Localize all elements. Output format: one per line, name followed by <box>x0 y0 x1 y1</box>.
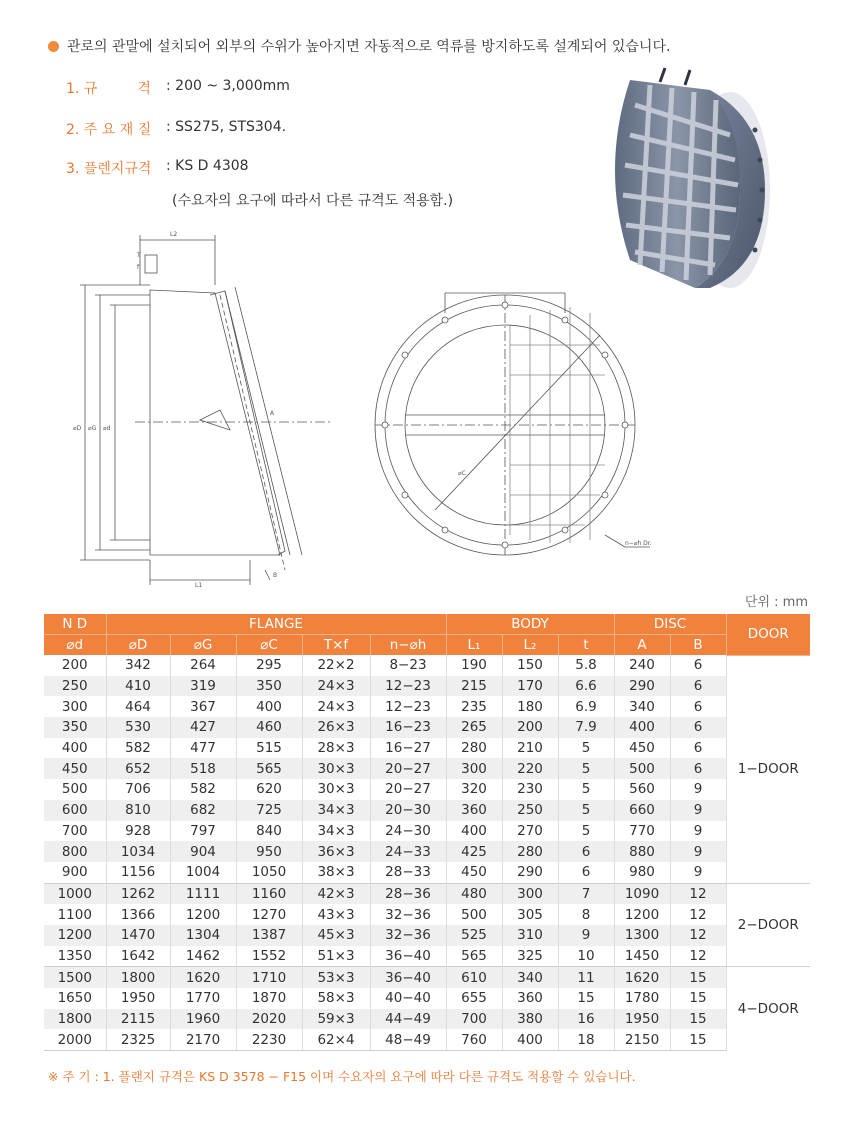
table-cell: 6 <box>670 676 726 697</box>
table-cell: 43×3 <box>302 904 370 925</box>
table-cell: 300 <box>446 758 502 779</box>
table-cell: 410 <box>106 676 170 697</box>
table-cell: 1552 <box>236 946 302 967</box>
table-cell: 6.6 <box>558 676 614 697</box>
table-row <box>44 655 810 676</box>
table-cell: 40−40 <box>370 988 446 1009</box>
intro-line <box>48 36 670 56</box>
header-door: DOOR <box>726 614 810 655</box>
table-row <box>44 1009 810 1030</box>
table-row <box>44 696 810 717</box>
table-cell: 16−23 <box>370 717 446 738</box>
table-cell: 1500 <box>44 967 106 988</box>
table-cell: 760 <box>446 1029 502 1050</box>
table-cell: 36−40 <box>370 946 446 967</box>
table-cell: 215 <box>446 676 502 697</box>
table-cell: 530 <box>106 717 170 738</box>
table-cell: 1770 <box>170 988 236 1009</box>
table-cell: 450 <box>446 862 502 883</box>
table-cell: 310 <box>502 925 558 946</box>
spec-table <box>44 614 810 1051</box>
table-row <box>44 779 810 800</box>
subheader-cell: ⌀G <box>170 635 236 656</box>
table-cell: 725 <box>236 800 302 821</box>
table-cell: 48−49 <box>370 1029 446 1050</box>
table-row <box>44 800 810 821</box>
table-cell: 15 <box>670 1029 726 1050</box>
table-cell: 840 <box>236 821 302 842</box>
table-cell: 360 <box>502 988 558 1009</box>
table-cell: 1470 <box>106 925 170 946</box>
table-cell: 16−27 <box>370 738 446 759</box>
table-cell: 170 <box>502 676 558 697</box>
table-cell: 2000 <box>44 1029 106 1050</box>
subheader-cell: T×f <box>302 635 370 656</box>
label-oc: ⌀C <box>458 470 466 477</box>
table-cell: 180 <box>502 696 558 717</box>
table-cell: 565 <box>446 946 502 967</box>
table-cell: 460 <box>236 717 302 738</box>
table-cell: 9 <box>670 821 726 842</box>
table-cell: 1200 <box>614 904 670 925</box>
spec-size <box>66 78 290 98</box>
unit-label: 단위 : mm <box>744 595 808 610</box>
table-cell: 380 <box>502 1009 558 1030</box>
table-cell: 32−36 <box>370 925 446 946</box>
table-cell: 6 <box>558 841 614 862</box>
table-cell: 240 <box>614 655 670 676</box>
table-cell: 150 <box>502 655 558 676</box>
table-cell: 565 <box>236 758 302 779</box>
table-cell: 2170 <box>170 1029 236 1050</box>
table-cell: 800 <box>44 841 106 862</box>
table-cell: 200 <box>502 717 558 738</box>
table-cell: 400 <box>502 1029 558 1050</box>
side-view-drawing <box>80 235 330 585</box>
table-cell: 1160 <box>236 883 302 904</box>
table-cell: 1780 <box>614 988 670 1009</box>
table-cell: 6 <box>670 696 726 717</box>
table-cell: 11 <box>558 967 614 988</box>
table-cell: 210 <box>502 738 558 759</box>
table-cell: 1350 <box>57 947 92 964</box>
table-cell: 12 <box>670 925 726 946</box>
table-cell: 2115 <box>106 1009 170 1030</box>
table-cell: 325 <box>502 946 558 967</box>
table-cell: 300 <box>61 698 88 715</box>
table-cell: 15 <box>670 967 726 988</box>
door-group-cell: 2−DOOR <box>726 883 810 967</box>
table-row <box>44 925 810 946</box>
table-cell: 700 <box>61 822 88 839</box>
table-cell: 1450 <box>614 946 670 967</box>
header-nd: N D <box>44 614 106 635</box>
table-cell: 1870 <box>236 988 302 1009</box>
table-cell: 15 <box>558 988 614 1009</box>
table-cell: 928 <box>106 821 170 842</box>
table-cell: 5 <box>558 758 614 779</box>
label-l1: L1 <box>195 582 203 589</box>
table-cell: 1620 <box>614 967 670 988</box>
header-body: BODY <box>446 614 614 635</box>
table-cell: 305 <box>502 904 558 925</box>
table-cell: 1642 <box>106 946 170 967</box>
table-cell: 200 <box>61 657 88 674</box>
table-cell: 58×3 <box>302 988 370 1009</box>
label-og: ⌀G <box>88 425 97 432</box>
table-cell: 24×3 <box>302 676 370 697</box>
table-row <box>44 738 810 759</box>
table-cell: 5 <box>558 800 614 821</box>
subheader-cell: ⌀D <box>106 635 170 656</box>
table-cell: 53×3 <box>302 967 370 988</box>
table-cell: 500 <box>614 758 670 779</box>
table-cell: 9 <box>670 841 726 862</box>
table-cell: 34×3 <box>302 800 370 821</box>
table-cell: 1387 <box>236 925 302 946</box>
table-cell: 1100 <box>57 906 92 923</box>
table-cell: 22×2 <box>302 655 370 676</box>
table-cell: 400 <box>446 821 502 842</box>
subheader-cell: ⌀d <box>44 635 106 656</box>
table-row <box>44 883 810 904</box>
table-cell: 235 <box>446 696 502 717</box>
table-cell: 655 <box>446 988 502 1009</box>
table-cell: 59×3 <box>302 1009 370 1030</box>
table-cell: 350 <box>236 676 302 697</box>
table-cell: 280 <box>502 841 558 862</box>
table-cell: 24×3 <box>302 696 370 717</box>
table-cell: 2230 <box>236 1029 302 1050</box>
table-cell: 12−23 <box>370 676 446 697</box>
spec-material-value: : SS275, STS304. <box>166 119 287 135</box>
table-row <box>44 841 810 862</box>
table-cell: 5 <box>558 779 614 800</box>
table-cell: 264 <box>170 655 236 676</box>
label-a: A <box>270 410 275 417</box>
table-row <box>44 717 810 738</box>
table-cell: 265 <box>446 717 502 738</box>
table-cell: 62×4 <box>302 1029 370 1050</box>
subheader-cell: ⌀C <box>236 635 302 656</box>
table-cell: 342 <box>106 655 170 676</box>
spec-material-key: 2. 주 요 재 질 <box>66 122 152 138</box>
table-cell: 400 <box>236 696 302 717</box>
table-cell: 1366 <box>106 904 170 925</box>
table-cell: 477 <box>170 738 236 759</box>
table-cell: 12−23 <box>370 696 446 717</box>
label-bolt: n−⌀h Dr. <box>625 540 652 547</box>
table-cell: 5.8 <box>558 655 614 676</box>
table-cell: 525 <box>446 925 502 946</box>
table-cell: 30×3 <box>302 758 370 779</box>
table-cell: 28−33 <box>370 862 446 883</box>
table-cell: 500 <box>61 781 88 798</box>
table-cell: 1950 <box>106 988 170 1009</box>
table-cell: 26×3 <box>302 717 370 738</box>
table-cell: 582 <box>106 738 170 759</box>
table-cell: 400 <box>61 740 88 757</box>
table-cell: 320 <box>446 779 502 800</box>
table-cell: 16 <box>558 1009 614 1030</box>
subheader-cell: t <box>558 635 614 656</box>
table-cell: 400 <box>614 717 670 738</box>
table-cell: 42×3 <box>302 883 370 904</box>
table-cell: 1156 <box>106 862 170 883</box>
table-cell: 582 <box>170 779 236 800</box>
table-cell: 1090 <box>614 883 670 904</box>
table-cell: 9 <box>558 925 614 946</box>
table-cell: 12 <box>670 946 726 967</box>
table-cell: 44−49 <box>370 1009 446 1030</box>
table-cell: 20−30 <box>370 800 446 821</box>
table-cell: 36−40 <box>370 967 446 988</box>
label-t: T <box>137 252 141 259</box>
table-cell: 8 <box>558 904 614 925</box>
table-cell: 1050 <box>236 862 302 883</box>
table-cell: 1710 <box>236 967 302 988</box>
table-cell: 480 <box>446 883 502 904</box>
spec-size-key: 1. 규 격 <box>66 81 151 97</box>
table-cell: 190 <box>446 655 502 676</box>
table-cell: 250 <box>44 676 106 697</box>
table-cell: 652 <box>106 758 170 779</box>
table-cell: 5 <box>558 821 614 842</box>
table-cell: 20−27 <box>370 779 446 800</box>
table-cell: 515 <box>236 738 302 759</box>
table-cell: 1111 <box>170 883 236 904</box>
table-cell: 6 <box>670 738 726 759</box>
table-cell: 950 <box>236 841 302 862</box>
table-cell: 24−30 <box>370 821 446 842</box>
table-row <box>44 676 810 697</box>
table-cell: 904 <box>170 841 236 862</box>
table-cell: 6 <box>670 717 726 738</box>
table-cell: 367 <box>170 696 236 717</box>
table-cell: 250 <box>502 800 558 821</box>
table-cell: 9 <box>670 862 726 883</box>
table-cell: 9 <box>670 779 726 800</box>
door-group-cell: 4−DOOR <box>726 967 810 1051</box>
table-cell: 290 <box>502 862 558 883</box>
table-cell: 36×3 <box>302 841 370 862</box>
table-cell: 270 <box>502 821 558 842</box>
table-cell: 1004 <box>170 862 236 883</box>
table-row <box>44 862 810 883</box>
table-cell: 20−27 <box>370 758 446 779</box>
table-cell: 810 <box>106 800 170 821</box>
table-cell: 1462 <box>170 946 236 967</box>
label-oid: ⌀d <box>103 425 111 432</box>
table-cell: 700 <box>446 1009 502 1030</box>
table-cell: 28−36 <box>370 883 446 904</box>
table-cell: 6 <box>670 758 726 779</box>
table-cell: 30×3 <box>302 779 370 800</box>
table-cell: 5 <box>558 738 614 759</box>
subheader-cell: L₂ <box>502 635 558 656</box>
front-view-drawing <box>375 293 650 555</box>
table-cell: 319 <box>170 676 236 697</box>
table-cell: 300 <box>502 883 558 904</box>
table-cell: 2020 <box>236 1009 302 1030</box>
table-cell: 1200 <box>170 904 236 925</box>
intro-text: 관로의 관말에 설치되어 외부의 수위가 높아지면 자동적으로 역류를 방지하도록 설계되어 있습니다. <box>67 39 671 55</box>
table-cell: 620 <box>236 779 302 800</box>
table-cell: 450 <box>614 738 670 759</box>
label-b: B <box>273 572 278 579</box>
table-cell: 500 <box>446 904 502 925</box>
subheader-cell: B <box>670 635 726 656</box>
table-cell: 706 <box>106 779 170 800</box>
table-cell: 1800 <box>106 967 170 988</box>
table-row <box>44 988 810 1009</box>
table-cell: 1800 <box>44 1009 106 1030</box>
table-cell: 660 <box>614 800 670 821</box>
footnote: ※ 주 기 : 1. 플랜지 규격은 KS D 3578 − F15 이며 수요자의 요구에 따라 다른 규격도 적용할 수 있습니다. <box>48 1069 636 1084</box>
table-cell: 1650 <box>57 990 92 1007</box>
table-cell: 290 <box>614 676 670 697</box>
door-group-cell: 1−DOOR <box>726 655 810 883</box>
table-cell: 682 <box>170 800 236 821</box>
label-od: ⌀D <box>73 425 82 432</box>
table-cell: 2150 <box>614 1029 670 1050</box>
spec-size-value: : 200 ~ 3,000mm <box>166 78 290 94</box>
table-cell: 7.9 <box>558 717 614 738</box>
table-row <box>44 904 810 925</box>
table-cell: 32−36 <box>370 904 446 925</box>
table-cell: 450 <box>44 758 106 779</box>
table-cell: 51×3 <box>302 946 370 967</box>
table-cell: 6 <box>670 655 726 676</box>
table-cell: 340 <box>614 696 670 717</box>
subheader-cell: A <box>614 635 670 656</box>
table-cell: 1300 <box>614 925 670 946</box>
table-cell: 6 <box>558 862 614 883</box>
table-cell: 600 <box>44 800 106 821</box>
spec-material <box>66 119 286 139</box>
table-cell: 770 <box>614 821 670 842</box>
header-flange: FLANGE <box>106 614 446 635</box>
subheader-cell: L₁ <box>446 635 502 656</box>
label-f: f <box>137 264 140 271</box>
table-cell: 425 <box>446 841 502 862</box>
subheader-cell: n−⌀h <box>370 635 446 656</box>
table-cell: 12 <box>670 904 726 925</box>
table-cell: 1034 <box>106 841 170 862</box>
table-cell: 880 <box>614 841 670 862</box>
table-cell: 797 <box>170 821 236 842</box>
table-cell: 1960 <box>170 1009 236 1030</box>
table-cell: 1620 <box>170 967 236 988</box>
table-row <box>44 821 810 842</box>
table-cell: 560 <box>614 779 670 800</box>
table-cell: 360 <box>446 800 502 821</box>
header-disc: DISC <box>614 614 726 635</box>
spec-flange <box>66 158 249 178</box>
table-cell: 15 <box>670 988 726 1009</box>
table-cell: 6.9 <box>558 696 614 717</box>
table-cell: 1000 <box>44 883 106 904</box>
table-cell: 28×3 <box>302 738 370 759</box>
table-cell: 427 <box>170 717 236 738</box>
table-cell: 8−23 <box>370 655 446 676</box>
spec-flange-value: : KS D 4308 <box>166 158 249 174</box>
table-cell: 12 <box>670 883 726 904</box>
table-row <box>44 967 810 988</box>
table-cell: 45×3 <box>302 925 370 946</box>
table-cell: 34×3 <box>302 821 370 842</box>
bullet-dot-icon <box>48 41 59 52</box>
table-cell: 1262 <box>106 883 170 904</box>
table-cell: 9 <box>670 800 726 821</box>
technical-drawing <box>40 225 740 595</box>
table-cell: 38×3 <box>302 862 370 883</box>
table-cell: 518 <box>170 758 236 779</box>
table-row <box>44 758 810 779</box>
table-row <box>44 946 810 967</box>
table-cell: 1270 <box>236 904 302 925</box>
table-cell: 1950 <box>614 1009 670 1030</box>
table-row <box>44 1029 810 1050</box>
table-cell: 10 <box>558 946 614 967</box>
table-cell: 230 <box>502 779 558 800</box>
table-cell: 24−33 <box>370 841 446 862</box>
table-cell: 1200 <box>44 925 106 946</box>
table-cell: 350 <box>44 717 106 738</box>
table-cell: 610 <box>446 967 502 988</box>
table-cell: 7 <box>558 883 614 904</box>
label-l2: L2 <box>170 231 178 238</box>
table-cell: 980 <box>614 862 670 883</box>
spec-flange-key: 3. 플렌지규격 <box>66 161 152 177</box>
table-cell: 1304 <box>170 925 236 946</box>
table-cell: 900 <box>61 864 88 881</box>
table-cell: 464 <box>106 696 170 717</box>
table-cell: 280 <box>446 738 502 759</box>
table-cell: 2325 <box>106 1029 170 1050</box>
table-cell: 295 <box>236 655 302 676</box>
table-cell: 220 <box>502 758 558 779</box>
table-cell: 18 <box>558 1029 614 1050</box>
table-cell: 15 <box>670 1009 726 1030</box>
spec-note: (수요자의 요구에 따라서 다른 규격도 적용함.) <box>172 193 454 209</box>
table-cell: 340 <box>502 967 558 988</box>
